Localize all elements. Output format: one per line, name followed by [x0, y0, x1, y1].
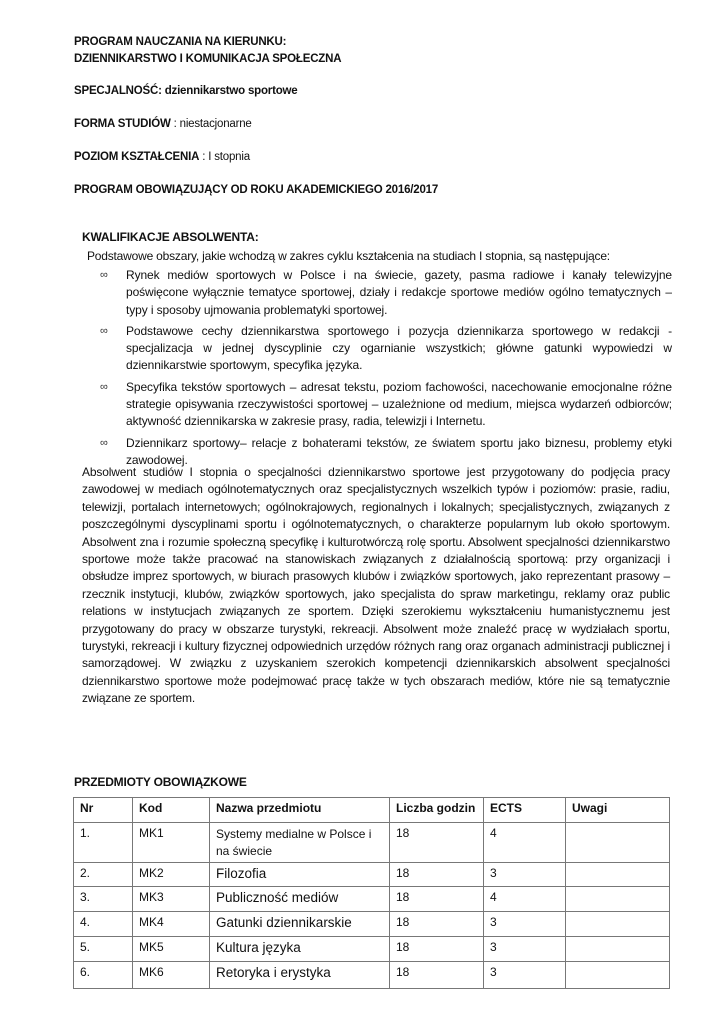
cell-uwagi — [566, 912, 670, 937]
program-title-line1: PROGRAM NAUCZANIA NA KIERUNKU: — [74, 36, 287, 48]
cell-godziny: 18 — [390, 912, 484, 937]
col-godziny: Liczba godzin — [390, 798, 484, 823]
cell-kod: MK3 — [133, 887, 210, 912]
cell-ects: 3 — [484, 863, 566, 887]
list-item-text: Podstawowe cechy dziennikarstwa sportowego i pozycja dziennikarza sportowego w redakcji - specjalizacja w jednej dyscyplinie czy ogarnianie wszystkich; główne gatunki wypowiedzi w dziennikarstwie sportowym, specyfika języka. — [126, 323, 672, 373]
cell-nr: 2. — [74, 863, 133, 887]
specialty: SPECJALNOŚĆ: dziennikarstwo sportowe — [74, 85, 298, 97]
study-form — [74, 118, 252, 130]
cell-kod: MK4 — [133, 912, 210, 937]
program-title-line2: DZIENNIKARSTWO I KOMUNIKACJA SPOŁECZNA — [74, 53, 342, 65]
col-uwagi: Uwagi — [566, 798, 670, 823]
cell-nazwa: Filozofia — [210, 863, 390, 887]
cell-uwagi — [566, 863, 670, 887]
cell-ects: 3 — [484, 962, 566, 989]
graduate-description: Absolwent studiów I stopnia o specjalności dziennikarstwo sportowe jest przygotowany do podjęcia pracy zawodowej w mediach ogólnotematycznych oraz specjalistycznych wszelkich typów i poziomów: prasie, radiu, telewizji, portalach internetowych; ogólnokrajowych, regionalnych i lokalnych; specjalistycznych, związanych z poszczególnymi dyscyplinami sportu i ogólnotematycznych, o charakterze popularnym lub około sportowym. Absolwent zna i rozumie społeczną specyfikę i kulturotwórczą rolę sportu. Absolwent specjalności dziennikarstwo sportowe może także pracować na stanowiskach związanych z działalnością sportową: przy organizacji i obsłudze imprez sportowych, w biurach prasowych klubów i związków sportowych, jako reprezentant prasowy – rzecznik instytucji, klubów, związków sportowych, jako specjalista do spraw marketingu, reklamy oraz public relations w instytucjach związanych ze sportem. Dzięki szerokiemu wykształceniu humanistycznemu jest przygotowany do pracy w obszarze turystyki, rekreacji. Absolwent może znaleźć pracę w wydziałach sportu, turystyki, rekreacji i kultury fizycznej odpowiednich urzędów różnych rang oraz organach administracji publicznej i samorządowej. W związku z uzyskaniem szerokich kompetencji dziennikarskich absolwent specjalności dziennikarstwo sportowe może podejmować pracę także w tych obszarach mediów, które nie są tematycznie związane ze sportem. — [82, 465, 670, 706]
cell-godziny: 18 — [390, 863, 484, 887]
table-row — [74, 887, 670, 912]
cell-godziny: 18 — [390, 823, 484, 863]
table-row — [74, 962, 670, 989]
list-item — [100, 379, 672, 431]
study-form-label: FORMA STUDIÓW — [74, 118, 171, 130]
qualifications-list — [100, 267, 672, 473]
cell-nazwa: Kultura języka — [210, 937, 390, 962]
cell-nr: 1. — [74, 823, 133, 863]
cell-kod: MK1 — [133, 823, 210, 863]
list-item-text: Rynek mediów sportowych w Polsce i na świecie, gazety, pasma radiowe i kanały telewizyjne poświęcone wyłącznie tematyce sportowej, działy i redakcje sportowe mediów ogólno tematycznych – typy i sposoby ujmowania problematyki sportowej. — [126, 268, 672, 317]
infinity-bullet-icon: ∞ — [100, 380, 108, 393]
col-nr: Nr — [74, 798, 133, 823]
cell-godziny: 18 — [390, 887, 484, 912]
education-level — [74, 151, 250, 163]
cell-kod: MK5 — [133, 937, 210, 962]
table-header-row — [74, 798, 670, 823]
table-row — [74, 823, 670, 863]
cell-kod: MK6 — [133, 962, 210, 989]
cell-nr: 4. — [74, 912, 133, 937]
list-item-text: Dziennikarz sportowy– relacje z bohaterami tekstów, ze światem sportu jako biznesu, problemy etyki zawodowej. — [126, 435, 672, 467]
cell-nazwa: Systemy medialne w Polsce i na świecie — [210, 823, 390, 863]
cell-nr: 6. — [74, 962, 133, 989]
cell-ects: 3 — [484, 937, 566, 962]
table-row — [74, 912, 670, 937]
education-level-label: POZIOM KSZTAŁCENIA — [74, 151, 200, 163]
cell-nazwa: Gatunki dziennikarskie — [210, 912, 390, 937]
mandatory-subjects-table — [73, 797, 670, 989]
cell-nr: 3. — [74, 887, 133, 912]
cell-ects: 4 — [484, 887, 566, 912]
cell-godziny: 18 — [390, 937, 484, 962]
program-valid-from: PROGRAM OBOWIĄZUJĄCY OD ROKU AKADEMICKIEGO 2016/2017 — [74, 184, 439, 196]
cell-kod: MK2 — [133, 863, 210, 887]
cell-nazwa: Retoryka i erystyka — [210, 962, 390, 989]
list-item — [100, 267, 672, 319]
study-form-value: : niestacjonarne — [170, 118, 252, 130]
qualifications-intro: Podstawowe obszary, jakie wchodzą w zakres cyklu kształcenia na studiach I stopnia, są następujące: — [87, 249, 610, 263]
cell-uwagi — [566, 887, 670, 912]
list-item-text: Specyfika tekstów sportowych – adresat tekstu, poziom fachowości, nacechowanie emocjonalne różne strategie opisywania rzeczywistości sportowej – uzależnione od medium, miejsca wydarzeń odbiorców; aktywność dziennikarska w zakresie prasy, radia, telewizji i Internetu. — [126, 379, 672, 429]
cell-ects: 4 — [484, 823, 566, 863]
table-row — [74, 937, 670, 962]
cell-uwagi — [566, 962, 670, 989]
cell-ects: 3 — [484, 912, 566, 937]
infinity-bullet-icon: ∞ — [100, 324, 108, 337]
cell-uwagi — [566, 823, 670, 863]
col-kod: Kod — [133, 798, 210, 823]
cell-godziny: 18 — [390, 962, 484, 989]
infinity-bullet-icon: ∞ — [100, 436, 108, 449]
education-level-value: : I stopnia — [199, 151, 250, 163]
cell-uwagi — [566, 937, 670, 962]
qualifications-title: KWALIFIKACJE ABSOLWENTA: — [82, 230, 259, 244]
mandatory-subjects-title: PRZEDMIOTY OBOWIĄZKOWE — [74, 775, 247, 789]
col-nazwa: Nazwa przedmiotu — [210, 798, 390, 823]
col-ects: ECTS — [484, 798, 566, 823]
infinity-bullet-icon: ∞ — [100, 269, 108, 281]
cell-nazwa: Publiczność mediów — [210, 887, 390, 912]
table-row — [74, 863, 670, 887]
list-item — [100, 323, 672, 375]
cell-nr: 5. — [74, 937, 133, 962]
